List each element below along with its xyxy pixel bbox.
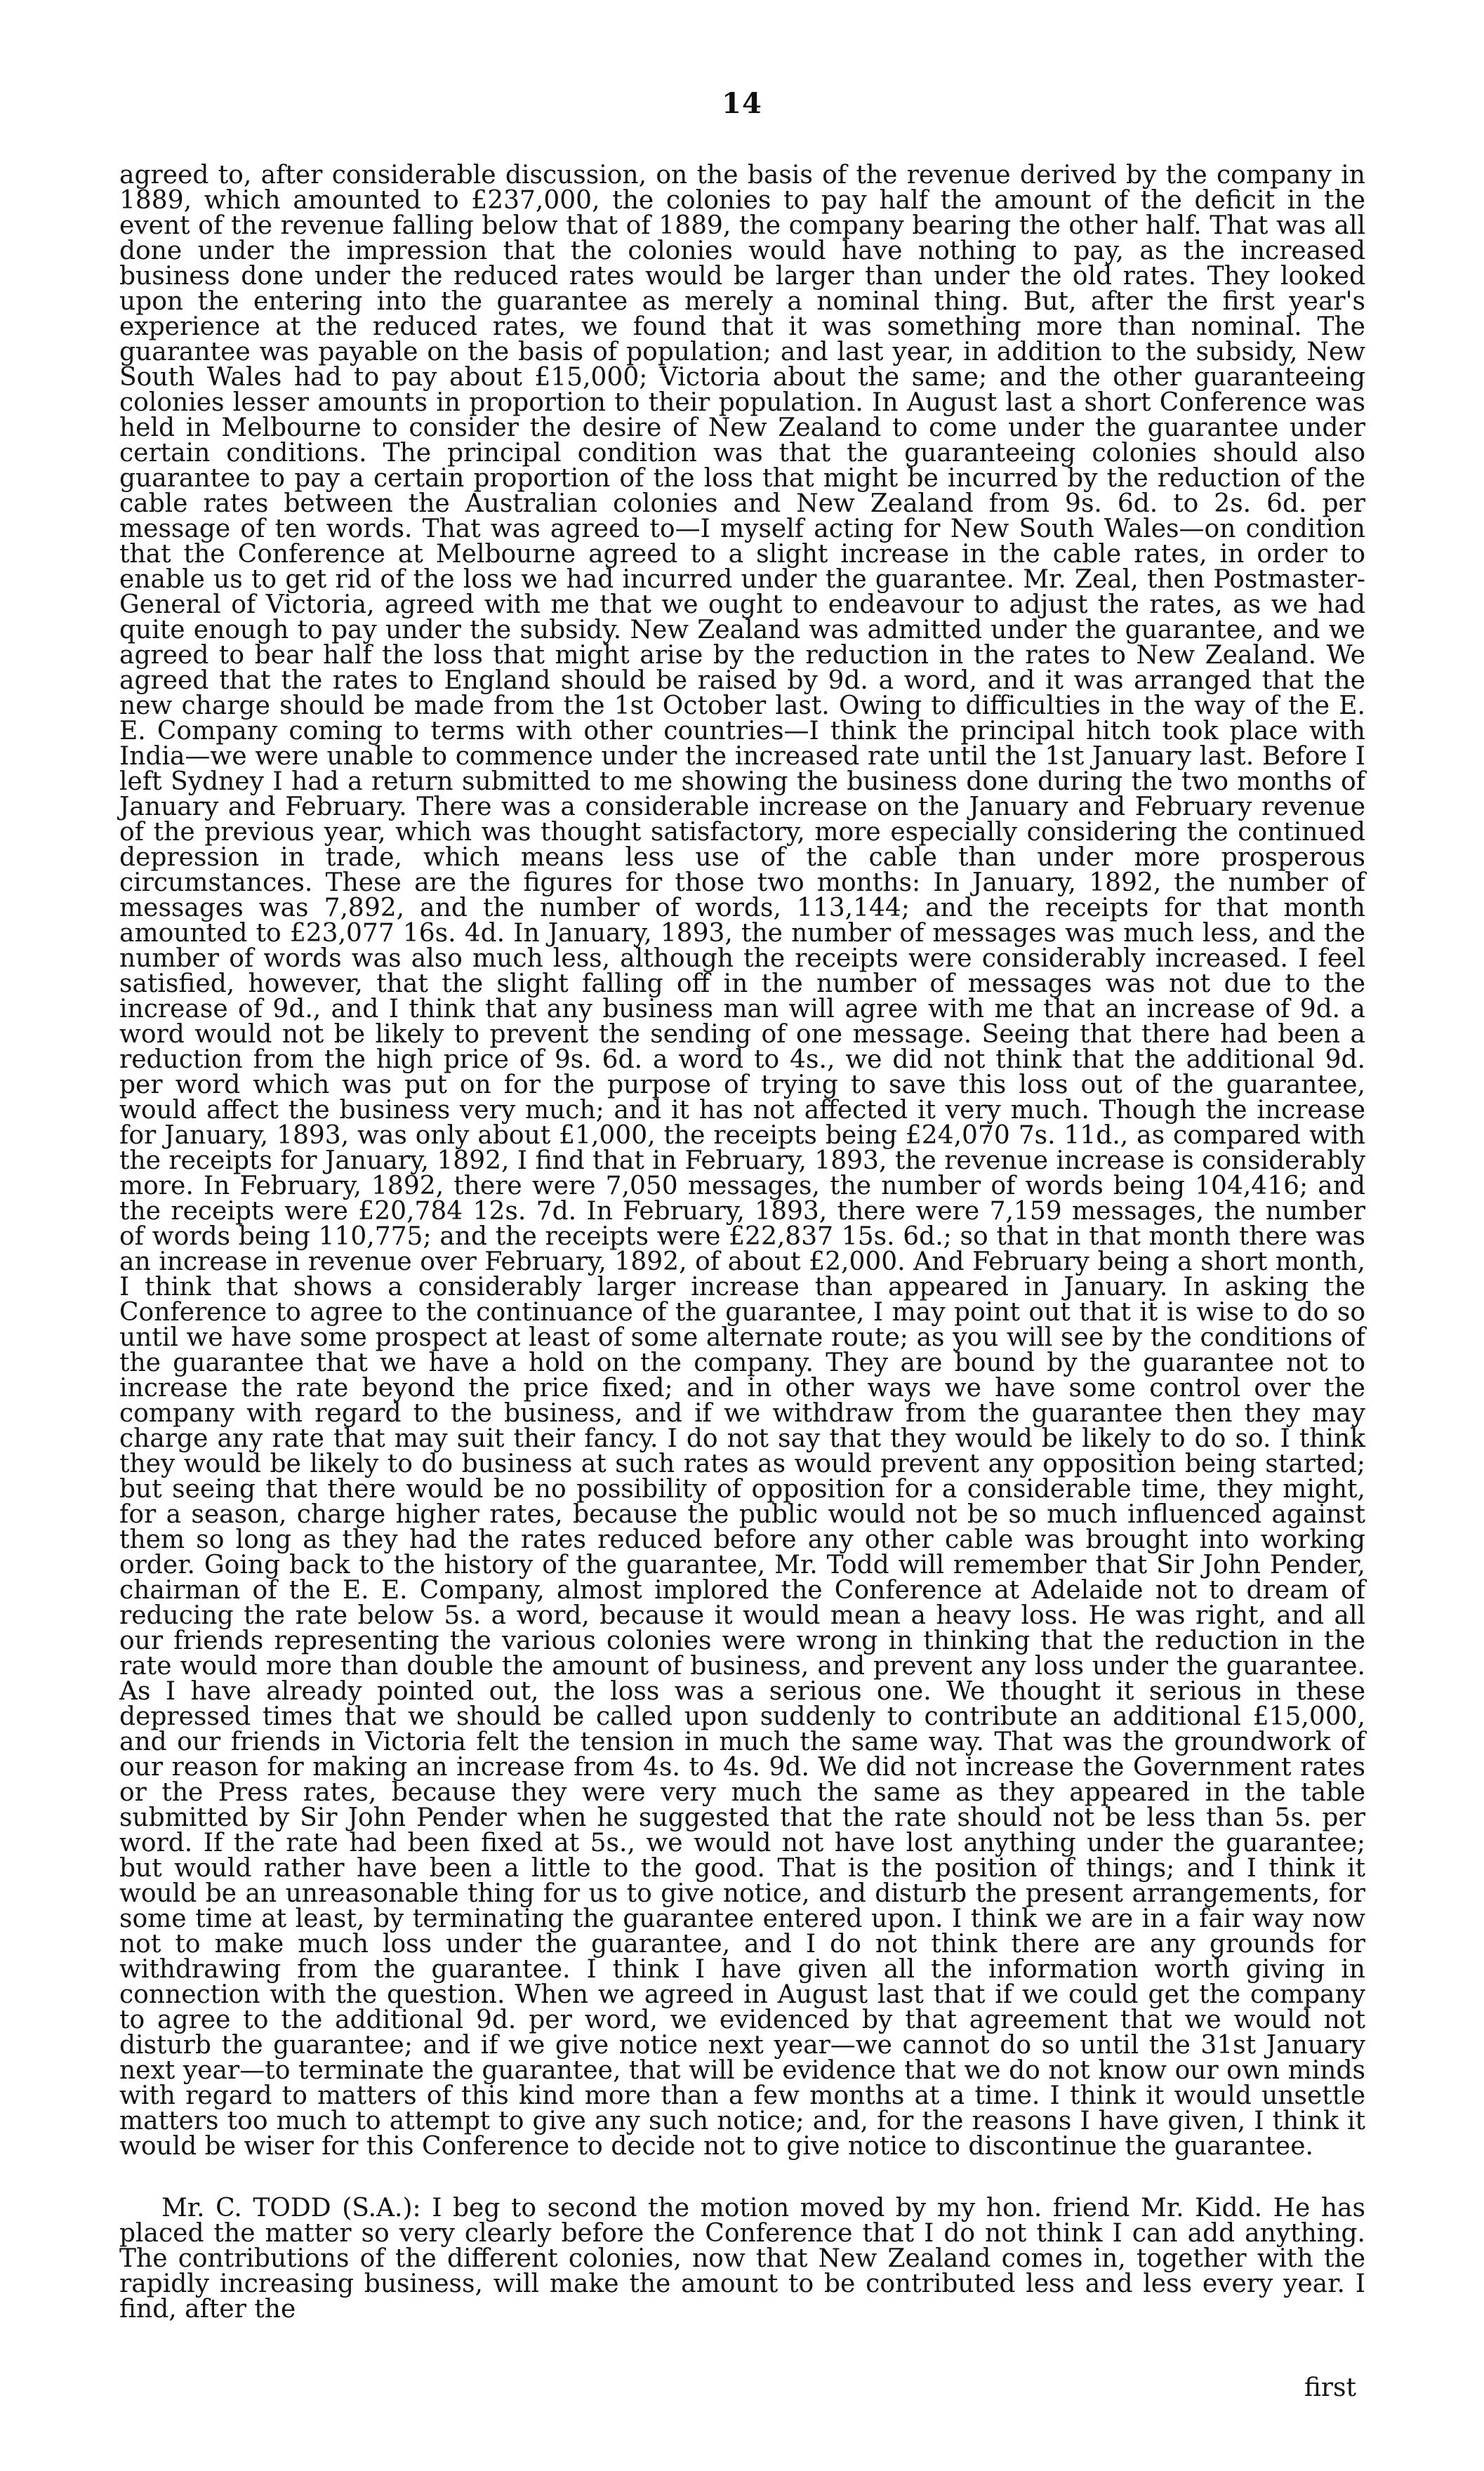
page-number: 14 <box>722 87 762 120</box>
catchword: first <box>1304 2373 1356 2402</box>
body-paragraph-todd: Mr. C. TODD (S.A.): I beg to second the motion moved by my hon. friend Mr. Kidd. He has placed the matter so very clearly before the Conference that I do not think I can add anything. The contributions of the different colonies, now that New Zealand comes in, together with the rapidly increasing business, will make the amount to be contributed less and less every year. I find, after the <box>119 2194 1365 2324</box>
body-paragraph-continued: agreed to, after considerable discussion, on the basis of the revenue derived by the company in 1889, which amounted to £237,000, the colonies to pay half the amount of the deficit in the event of the revenue falling below that of 1889, the company bearing the other half. That was all done under the impression that the colonies would have nothing to pay, as the increased business done under the reduced rates would be larger than under the old rates. They looked upon the entering into the guarantee as merely a nominal thing. But, after the first year's experience at the reduced rates, we found that it was something more than nominal. The guarantee was payable on the basis of population; and last year, in addition to the subsidy, New South Wales had to pay about £15,000; Victoria about the same; and the other guaranteeing colonies lesser amounts in proportion to their population. In August last a short Conference was held in Melbourne to consider the desire of New Zealand to come under the guarantee under certain conditions. The principal condition was that the guaranteeing colonies should also guarantee to pay a certain proportion of the loss that might be incurred by the reduction of the cable rates between the Australian colonies and New Zealand from 9s. 6d. to 2s. 6d. per message of ten words. That was agreed to—I myself acting for New South Wales—on condition that the Conference at Melbourne agreed to a slight increase in the cable rates, in order to enable us to get rid of the loss we had incurred under the guarantee. Mr. Zeal, then Postmaster-General of Victoria, agreed with me that we ought to endeavour to adjust the rates, as we had quite enough to pay under the subsidy. New Zealand was admitted under the guarantee, and we agreed to bear half the loss that might arise by the reduction in the rates to New Zealand. We agreed that the rates to England should be raised by 9d. a word, and it was arranged that the new charge should be made from the 1st October last. Owing to difficulties in the way of the E. E. Company coming to terms with other countries—I think the principal hitch took place with India—we were unable to commence under the increased rate until the 1st January last. Before I left Sydney I had a return submitted to me showing the business done during the two months of January and February. There was a considerable increase on the January and February revenue of the previous year, which was thought satisfactory, more especially considering the continued depression in trade, which means less use of the cable than under more prosperous circumstances. These are the figures for those two months: In January, 1892, the number of messages was 7,892, and the number of words, 113,144; and the receipts for that month amounted to £23,077 16s. 4d. In January, 1893, the number of messages was much less, and the number of words was also much less, although the receipts were considerably increased. I feel satisfied, however, that the slight falling off in the number of messages was not due to the increase of 9d., and I think that any business man will agree with me that an increase of 9d. a word would not be likely to prevent the sending of one message. Seeing that there had been a reduction from the high price of 9s. 6d. a word to 4s., we did not think that the additional 9d. per word which was put on for the purpose of trying to save this loss out of the guarantee, would affect the business very much; and it has not affected it very much. Though the increase for January, 1893, was only about £1,000, the receipts being £24,070 7s. 11d., as compared with the receipts for January, 1892, I find that in February, 1893, the revenue increase is considerably more. In February, 1892, there were 7,050 messages, the number of words being 104,416; and the receipts were £20,784 12s. 7d. In February, 1893, there were 7,159 messages, the number of words being 110,775; and the receipts were £22,837 15s. 6d.; so that in that month there was an increase in revenue over February, 1892, of about £2,000. And February being a short month, I think that shows a considerably larger increase than appeared in January. In asking the Conference to agree to the continuance of the guarantee, I may point out that it is wise to do so until we have some prospect at least of some alternate route; as you will see by the conditions of the guarantee that we have a hold on the company. They are bound by the guarantee not to increase the rate beyond the price fixed; and in other ways we have some control over the company with regard to the business, and if we withdraw from the guarantee then they may charge any rate that may suit their fancy. I do not say that they would be likely to do so. I think they would be likely to do business at such rates as would prevent any opposition being started; but seeing that there would be no possibility of opposition for a considerable time, they might, for a season, charge higher rates, because the public would not be so much influenced against them so long as they had the rates reduced before any other cable was brought into working order. Going back to the history of the guarantee, Mr. Todd will remember that Sir John Pender, chairman of the E. E. Company, almost implored the Conference at Adelaide not to dream of reducing the rate below 5s. a word, because it would mean a heavy loss. He was right, and all our friends representing the various colonies were wrong in thinking that the reduction in the rate would more than double the amount of business, and prevent any loss under the guarantee. As I have already pointed out, the loss was a serious one. We thought it serious in these depressed times that we should be called upon suddenly to contribute an additional £15,000, and our friends in Victoria felt the tension in much the same way. That was the groundwork of our reason for making an increase from 4s. to 4s. 9d. We did not increase the Government rates or the Press rates, because they were very much the same as they appeared in the table submitted by Sir John Pender when he suggested that the rate should not be less than 5s. per word. If the rate had been fixed at 5s., we would not have lost anything under the guarantee; but would rather have been a little to the good. That is the position of things; and I think it would be an unreasonable thing for us to give notice, and disturb the present arrangements, for some time at least, by terminating the guarantee entered upon. I think we are in a fair way now not to make much loss under the guarantee, and I do not think there are any grounds for withdrawing from the guarantee. I think I have given all the information worth giving in connection with the question. When we agreed in August last that if we could get the company to agree to the additional 9d. per word, we evidenced by that agreement that we would not disturb the guarantee; and if we give notice next year—we cannot do so until the 31st January next year—to terminate the guarantee, that will be evidence that we do not know our own minds with regard to matters of this kind more than a few months at a time. I think it would unsettle matters too much to attempt to give any such notice; and, for the reasons I have given, I think it would be wiser for this Conference to decide not to give notice to discontinue the guarantee. <box>119 161 1365 2161</box>
text-column <box>119 163 1365 2322</box>
